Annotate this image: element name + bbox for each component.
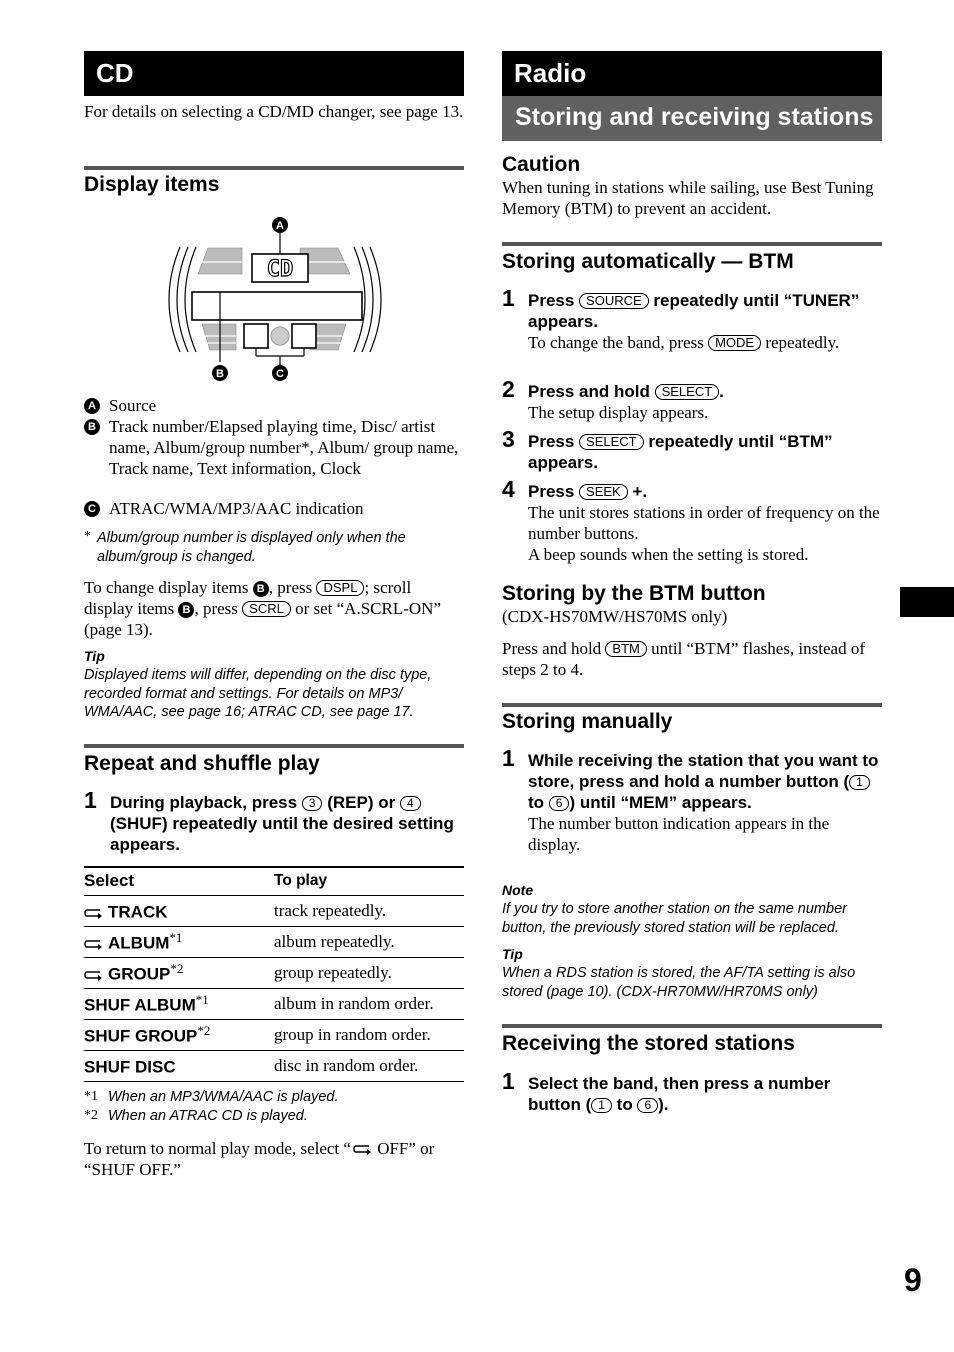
legend-item-a: A Source	[84, 395, 464, 416]
note-label: Note	[502, 882, 534, 898]
section-rule	[84, 744, 464, 748]
note-text: If you try to store another station on the same number button, the previously stored station will be replaced.	[502, 901, 847, 936]
section-title-bar	[502, 96, 882, 141]
radio-title: Radio	[514, 58, 587, 88]
section-rule	[502, 1024, 882, 1028]
tip-label: Tip	[502, 946, 523, 962]
btm-step-1: Press SOURCE repeatedly until “TUNER” appears. To change the band, press MODE repeatedly.	[528, 291, 860, 352]
format-window-left	[244, 324, 268, 348]
repeat-icon	[84, 968, 104, 982]
disc-icon	[271, 327, 289, 345]
marker-b-icon: B	[253, 581, 269, 597]
repeat-step-text: During playback, press 3 (REP) or 4 (SHUF) repeatedly until the desired setting appears.	[110, 793, 454, 854]
svg-text:A: A	[276, 220, 284, 232]
btm-models: (CDX-HS70MW/HS70MS only)	[502, 607, 728, 626]
legend-item-b: B Track number/Elapsed playing time, Disc/ artist name, Album/group number*, Album/ group name, Track name, Text information, Clock	[84, 416, 464, 500]
table-row: SHUF DISC disc in random order.	[84, 1051, 464, 1082]
step-number: 3	[502, 426, 515, 452]
repeat-icon	[84, 937, 104, 951]
cd-title: CD	[96, 58, 134, 88]
section-rule	[502, 242, 882, 246]
btm-step-2: Press and hold SELECT . The setup display appears.	[528, 382, 724, 422]
key-6-icon: 6	[637, 1098, 658, 1113]
repeat-heading: Repeat and shuffle play	[84, 752, 320, 775]
receive-heading: Receiving the stored stations	[502, 1032, 795, 1055]
return-normal-text: To return to normal play mode, select “ OFF” or “SHUF OFF.”	[84, 1139, 435, 1179]
page-number: 9	[904, 1262, 922, 1298]
marker-c-icon: C	[84, 501, 100, 517]
source-button-icon: SOURCE	[579, 293, 649, 309]
display-footnote: * Album/group number is displayed only when the album/group is changed.	[84, 529, 406, 565]
marker-b-icon: B	[84, 419, 100, 435]
btm-button-text: Press and hold BTM until “BTM” flashes, instead of steps 2 to 4.	[502, 639, 865, 679]
legend-item-c: C ATRAC/WMA/MP3/AAC indication	[84, 498, 464, 519]
section-rule	[84, 166, 464, 170]
table-row: SHUF GROUP$^{*2}$ group in random order.	[84, 1020, 464, 1051]
table-row: GROUP$^{*2}$ group repeatedly.	[84, 958, 464, 989]
tip-label: Tip	[84, 648, 105, 664]
manual-step: While receiving the station that you want to store, press and hold a number button ( 1 to 6 ) until “MEM” appears. The number button indication appears in the display.	[528, 751, 879, 854]
table-header-row	[84, 867, 464, 896]
cd-title-bar	[84, 51, 464, 96]
caution-heading: Caution	[502, 153, 581, 176]
svg-text:C: C	[276, 368, 284, 380]
section-rule	[502, 703, 882, 707]
key-1-icon: 1	[849, 775, 870, 790]
key-6-icon: 6	[549, 796, 570, 811]
key-3-icon: 3	[302, 796, 323, 811]
svg-text:B: B	[216, 368, 224, 380]
text-window	[192, 292, 362, 320]
change-display-text: To change display items B , press DSPL ; scroll display items B , press SCRL or set “A.SCRL-ON” (page 13).	[84, 578, 441, 639]
marker-a-icon: A	[84, 398, 100, 414]
display-cd-text: CD	[266, 257, 294, 282]
btm-step-3: Press SELECT repeatedly until “BTM” appears.	[528, 432, 833, 472]
btm-button-heading: Storing by the BTM button	[502, 582, 766, 605]
tip-text: When a RDS station is stored, the AF/TA setting is also stored (page 10). (CDX-HR70MW/HR70MS only)	[502, 965, 856, 1000]
marker-b-icon: B	[178, 602, 194, 618]
select-button-icon: SELECT	[579, 434, 644, 450]
table-row: ALBUM$^{*1}$ album repeatedly.	[84, 927, 464, 958]
btm-button-icon: BTM	[605, 641, 646, 657]
step-number: 1	[502, 1068, 515, 1094]
receive-step: Select the band, then press a number button ( 1 to 6 ).	[528, 1074, 831, 1114]
format-window-right	[292, 324, 316, 348]
play-mode-table	[84, 867, 464, 1082]
table-footnote: *1 When an MP3/WMA/AAC is played.	[84, 1089, 339, 1105]
step-number: 1	[502, 745, 515, 771]
display-items-heading: Display items	[84, 173, 220, 196]
display-diagram	[160, 212, 390, 387]
repeat-icon	[84, 906, 104, 920]
table-row: SHUF ALBUM$^{*1}$ album in random order.	[84, 989, 464, 1020]
btm-heading: Storing automatically — BTM	[502, 250, 794, 273]
radio-title-bar	[502, 51, 882, 96]
table-header: Select	[84, 867, 274, 896]
step-number: 2	[502, 376, 515, 402]
cd-intro: For details on selecting a CD/MD changer, see page 13.	[84, 102, 464, 121]
key-1-icon: 1	[591, 1098, 612, 1113]
step-number: 4	[502, 476, 515, 502]
scrl-button-icon: SCRL	[242, 601, 291, 617]
manual-heading: Storing manually	[502, 710, 673, 733]
section-title: Storing and receiving stations	[515, 103, 874, 131]
dspl-button-icon: DSPL	[316, 580, 364, 596]
step-number: 1	[502, 285, 515, 311]
table-header: To play	[274, 867, 464, 896]
key-4-icon: 4	[400, 796, 421, 811]
section-tab-marker	[900, 587, 954, 617]
table-footnote: *2 When an ATRAC CD is played.	[84, 1108, 308, 1124]
seek-button-icon: SEEK	[579, 484, 628, 500]
mode-button-icon: MODE	[708, 335, 761, 351]
step-number: 1	[84, 787, 97, 813]
repeat-icon	[353, 1142, 373, 1156]
btm-step-4: Press SEEK +. The unit stores stations in order of frequency on the number buttons. A beep sounds when the setting is stored.	[528, 482, 880, 564]
table-row: TRACK track repeatedly.	[84, 896, 464, 927]
tip-text: Displayed items will differ, depending on the disc type, recorded format and settings. For details on MP3/ WMA/AAC, see page 16; ATRAC CD, see page 17.	[84, 667, 432, 720]
caution-text: When tuning in stations while sailing, use Best Tuning Memory (BTM) to prevent an accident.	[502, 178, 874, 218]
select-button-icon: SELECT	[655, 384, 720, 400]
